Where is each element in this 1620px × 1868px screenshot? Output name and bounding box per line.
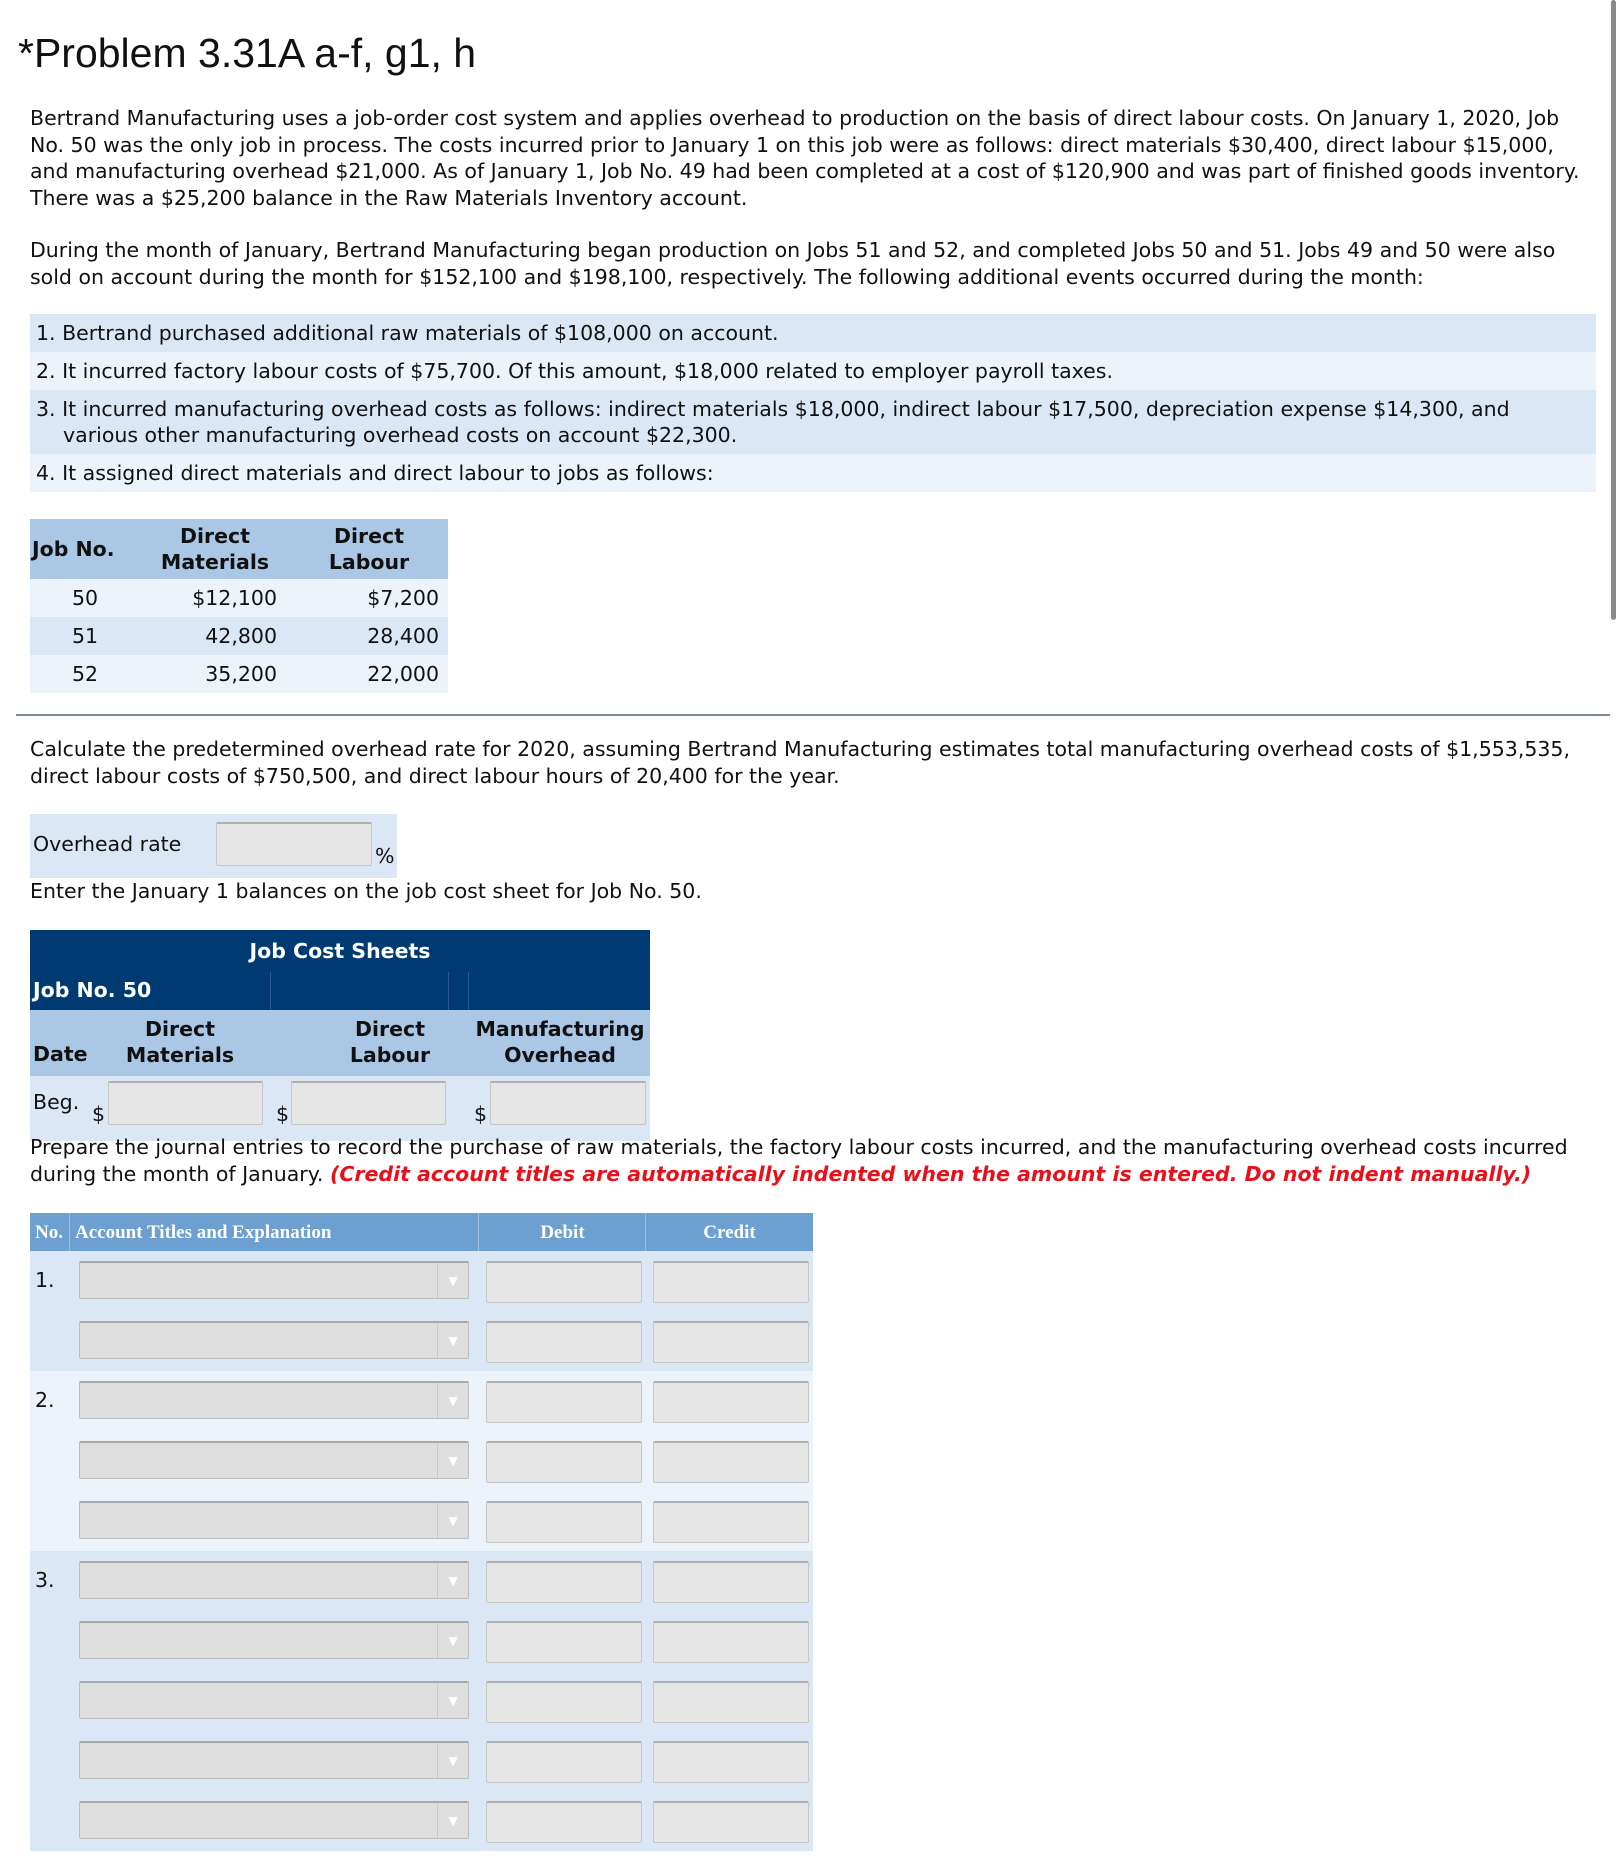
journal-row <box>30 1491 813 1551</box>
job-assignment-table <box>30 519 448 693</box>
journal-row <box>30 1731 813 1791</box>
overhead-rate-label: Overhead rate <box>33 832 182 856</box>
event-item: 3. It incurred manufacturing overhead costs as follows: indirect materials $18,000, indirect labour $17,500, depreciation expense $14,300, and various other manufacturing overhead costs on account $22,300. <box>30 390 1596 454</box>
job-cost-instruction: Enter the January 1 balances on the job cost sheet for Job No. 50. <box>30 879 702 903</box>
account-title-select[interactable] <box>79 1801 469 1839</box>
account-title-select[interactable] <box>79 1681 469 1719</box>
chevron-down-icon: ▼ <box>437 1623 468 1658</box>
credit-input[interactable] <box>653 1501 809 1543</box>
beg-label: Beg. <box>33 1090 80 1114</box>
col-mo-line1: Manufacturing <box>475 1017 645 1041</box>
table-row <box>30 579 448 617</box>
debit-input[interactable] <box>486 1321 642 1363</box>
chevron-down-icon: ▼ <box>437 1503 468 1538</box>
page-title: *Problem 3.31A a-f, g1, h <box>18 30 477 76</box>
col-manufacturing-overhead <box>470 1016 650 1068</box>
cell-job: 52 <box>30 655 140 693</box>
cell-dm: 42,800 <box>140 617 290 655</box>
account-title-select[interactable] <box>79 1501 469 1539</box>
section-divider <box>16 714 1610 716</box>
debit-input[interactable] <box>486 1501 642 1543</box>
journal-row <box>30 1251 813 1311</box>
col-mo-line2: Overhead <box>504 1043 616 1067</box>
account-title-select[interactable] <box>79 1561 469 1599</box>
entry-number: 2. <box>35 1388 55 1412</box>
vertical-scrollbar[interactable] <box>1611 0 1616 620</box>
account-title-select[interactable] <box>79 1261 469 1299</box>
event-item: 2. It incurred factory labour costs of $75,700. Of this amount, $18,000 related to employer payroll taxes. <box>30 352 1596 390</box>
account-title-select[interactable] <box>79 1441 469 1479</box>
header-dm-line1: Direct <box>179 524 250 548</box>
cell-job: 50 <box>30 579 140 617</box>
cell-dm: 35,200 <box>140 655 290 693</box>
chevron-down-icon: ▼ <box>437 1323 468 1358</box>
job-cost-sheet-title: Job Cost Sheets <box>30 930 650 972</box>
journal-row <box>30 1671 813 1731</box>
column-divider <box>468 972 469 1010</box>
debit-input[interactable] <box>486 1441 642 1483</box>
predetermined-rate-instruction: Calculate the predetermined overhead rate for 2020, assuming Bertrand Manufacturing estimates total manufacturing overhead costs of $1,553,535, direct labour costs of $750,500, and direct labour hours of 20,400 for the year. <box>30 737 1570 788</box>
journal-instruction <box>30 1134 1590 1187</box>
col-dl-line2: Labour <box>349 1043 431 1067</box>
header-dl-line2: Labour <box>328 550 410 574</box>
entry-number: 1. <box>35 1268 55 1292</box>
credit-input[interactable] <box>653 1561 809 1603</box>
job-cost-columns <box>30 1010 650 1076</box>
intro-paragraph: Bertrand Manufacturing uses a job-order cost system and applies overhead to production on the basis of direct labour costs. On January 1, 2020, Job No. 50 was the only job in process. The costs incurred prior to January 1 on this job were as follows: direct materials $30,400, direct labour $15,000, and manufacturing overhead $21,000. As of January 1, Job No. 49 had been completed at a cost of $120,900 and was part of finished goods inventory. There was a $25,200 balance in the Raw Materials Inventory account. <box>30 106 1580 210</box>
dollar-sign: $ <box>276 1102 290 1126</box>
table-row <box>30 655 448 693</box>
cell-dm: $12,100 <box>140 579 290 617</box>
cell-job: 51 <box>30 617 140 655</box>
credit-input[interactable] <box>653 1441 809 1483</box>
job-number-label: Job No. 50 <box>33 978 152 1002</box>
chevron-down-icon: ▼ <box>437 1803 468 1838</box>
beg-manufacturing-overhead-input[interactable] <box>490 1081 646 1125</box>
beg-direct-materials-input[interactable] <box>108 1081 263 1125</box>
header-job-no: Job No. <box>30 519 140 579</box>
event-item: 1. Bertrand purchased additional raw materials of $108,000 on account. <box>30 314 1596 352</box>
header-divider <box>69 1213 70 1251</box>
col-dl-line1: Direct <box>354 1017 425 1041</box>
journal-row <box>30 1311 813 1371</box>
january-paragraph: During the month of January, Bertrand Manufacturing began production on Jobs 51 and 52, and completed Jobs 50 and 51. Jobs 49 and 50 were also sold on account during the month for $152,100 and $198,100, respectively. The following additional events occurred during the month: <box>30 238 1556 289</box>
journal-row <box>30 1611 813 1671</box>
credit-input[interactable] <box>653 1741 809 1783</box>
header-dl-line1: Direct <box>333 524 404 548</box>
col-direct-labour <box>330 1016 450 1068</box>
beg-direct-labour-input[interactable] <box>291 1081 446 1125</box>
header-direct-materials <box>140 519 290 579</box>
journal-row <box>30 1371 813 1431</box>
credit-input[interactable] <box>653 1261 809 1303</box>
overhead-rate-input[interactable] <box>216 822 372 866</box>
col-dm-line2: Materials <box>125 1043 235 1067</box>
entry-number: 3. <box>35 1568 55 1592</box>
col-debit: Debit <box>540 1222 585 1243</box>
credit-input[interactable] <box>653 1801 809 1843</box>
chevron-down-icon: ▼ <box>437 1383 468 1418</box>
credit-input[interactable] <box>653 1621 809 1663</box>
account-title-select[interactable] <box>79 1741 469 1779</box>
col-dm-line1: Direct <box>144 1017 215 1041</box>
col-no: No. <box>35 1222 63 1243</box>
job-number-row <box>30 972 650 1010</box>
chevron-down-icon: ▼ <box>437 1743 468 1778</box>
overhead-rate-row <box>30 814 397 878</box>
header-direct-labour <box>290 519 448 579</box>
cell-dl: 22,000 <box>290 655 448 693</box>
debit-input[interactable] <box>486 1381 642 1423</box>
job-cost-sheet <box>30 930 650 1141</box>
account-title-select[interactable] <box>79 1381 469 1419</box>
account-title-select[interactable] <box>79 1321 469 1359</box>
col-account-titles: Account Titles and Explanation <box>75 1222 332 1243</box>
debit-input[interactable] <box>486 1561 642 1603</box>
debit-input[interactable] <box>486 1621 642 1663</box>
journal-instruction-text: Prepare the journal entries to record the purchase of raw materials, the factory labour costs incurred, and the manufacturing overhead costs incurred during the month of January. <box>30 1135 1568 1186</box>
col-direct-materials <box>120 1016 240 1068</box>
journal-header <box>30 1213 813 1251</box>
debit-input[interactable] <box>486 1801 642 1843</box>
chevron-down-icon: ▼ <box>437 1263 468 1298</box>
table-row <box>30 617 448 655</box>
debit-input[interactable] <box>486 1741 642 1783</box>
header-dm-line2: Materials <box>160 550 270 574</box>
credit-input[interactable] <box>653 1321 809 1363</box>
events-list <box>30 314 1596 492</box>
beginning-balance-row <box>30 1076 650 1141</box>
col-credit: Credit <box>703 1222 756 1243</box>
journal-row <box>30 1431 813 1491</box>
col-date: Date <box>33 1042 88 1066</box>
cell-dl: $7,200 <box>290 579 448 617</box>
credit-input[interactable] <box>653 1381 809 1423</box>
dollar-sign: $ <box>92 1102 106 1126</box>
column-divider <box>448 972 449 1010</box>
chevron-down-icon: ▼ <box>437 1563 468 1598</box>
debit-input[interactable] <box>486 1681 642 1723</box>
debit-input[interactable] <box>486 1261 642 1303</box>
dollar-sign: $ <box>474 1102 488 1126</box>
chevron-down-icon: ▼ <box>437 1443 468 1478</box>
journal-row <box>30 1551 813 1611</box>
column-divider <box>270 972 271 1010</box>
chevron-down-icon: ▼ <box>437 1683 468 1718</box>
account-title-select[interactable] <box>79 1621 469 1659</box>
percent-sign: % <box>375 844 395 868</box>
credit-input[interactable] <box>653 1681 809 1723</box>
journal-row <box>30 1791 813 1851</box>
journal-entry-table <box>30 1213 813 1851</box>
event-item: 4. It assigned direct materials and direct labour to jobs as follows: <box>30 454 1596 492</box>
cell-dl: 28,400 <box>290 617 448 655</box>
journal-note: (Credit account titles are automatically indented when the amount is entered. Do not indent manually.) <box>329 1161 1532 1186</box>
